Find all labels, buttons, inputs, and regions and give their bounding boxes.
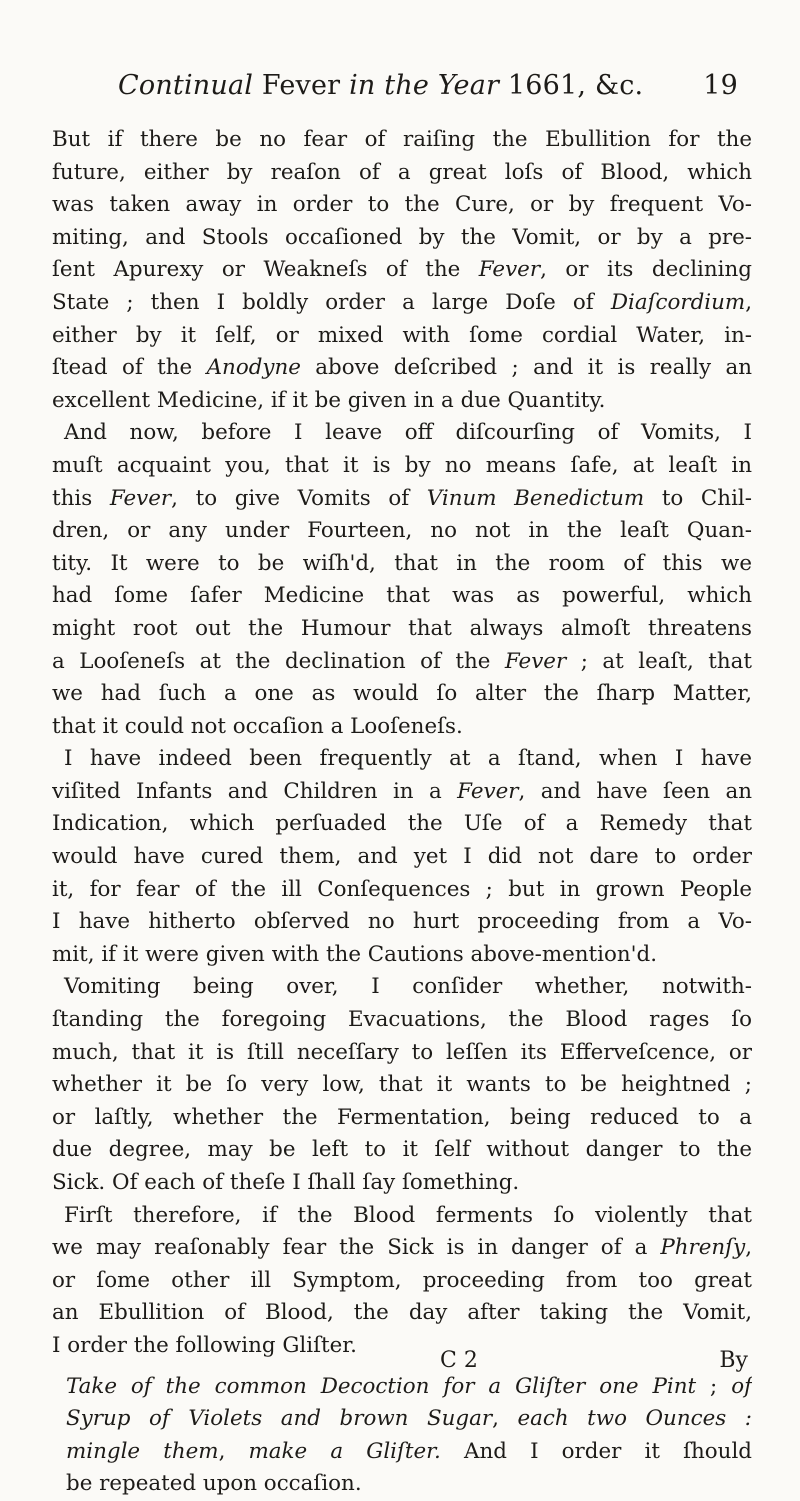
text-run: this — [52, 485, 110, 511]
catchword: By — [719, 1348, 748, 1373]
text-line — [66, 1468, 752, 1501]
text-line — [52, 124, 752, 157]
running-title-fever: Fever — [253, 70, 350, 101]
recipe-prescription — [52, 1371, 752, 1501]
text-run: I have indeed been frequently at a ſtand, when I have — [64, 746, 752, 772]
text-run: Firſt therefore, if the Blood ferments ſo violently that — [64, 1202, 752, 1228]
italic-text: Diaſcordium — [610, 289, 746, 315]
paragraph — [52, 743, 752, 971]
running-title-date: 1661, &c. — [499, 70, 644, 101]
text-run: Sick. Of each of theſe I ſhall ſay ſomething. — [52, 1170, 520, 1195]
text-line — [52, 1004, 752, 1037]
text-line — [52, 743, 752, 776]
text-run: dren, or any under Fourteen, no not in the leaſt Quan- — [52, 518, 752, 544]
italic-text: Fever — [504, 648, 567, 674]
signature-mark: C 2 — [440, 1348, 478, 1373]
running-header — [118, 70, 738, 101]
text-run: miting, and Stools occaſioned by the Vomit, or by a pre- — [52, 224, 752, 250]
text-run: would have cured them, and yet I did not dare to order — [52, 844, 752, 870]
text-line — [52, 1200, 752, 1233]
text-run: excellent Medicine, if it be given in a due Quantity. — [52, 387, 606, 413]
text-run: that it could not occaſion a Looſeneſs. — [52, 713, 463, 739]
text-run: State ; then I boldly order a large Doſe of — [52, 289, 611, 315]
text-line — [52, 222, 752, 255]
text-run: was taken away in order to the Cure, or by frequent Vo- — [52, 192, 752, 218]
text-run: ſtead of the — [52, 355, 207, 381]
text-line — [52, 841, 752, 874]
text-line — [52, 1037, 752, 1070]
text-line — [52, 1069, 752, 1102]
text-run: above deſcribed ; and it is really an — [300, 355, 752, 381]
text-run: either by it ſelf, or mixed with ſome cordial Water, in- — [52, 322, 752, 348]
text-run: , — [745, 1235, 752, 1261]
text-line — [52, 352, 752, 385]
text-run: due degree, may be left to it ſelf without danger to the — [52, 1137, 752, 1163]
text-run: ſent Apurexy or Weakneſs of the — [52, 257, 479, 283]
text-run: , and have ſeen an — [518, 778, 752, 804]
text-run: I have hitherto obſerved no hurt proceeding from a Vo- — [52, 909, 752, 935]
text-line — [52, 939, 752, 972]
text-run: ; — [696, 1373, 732, 1399]
text-run: , or its declining — [540, 257, 752, 283]
text-run: a Looſeneſs at the declination of the — [52, 648, 505, 674]
text-run: might root out the Humour that always almoſt threatens — [52, 615, 752, 641]
italic-text: Take of the common Decoction for a Gliſter one Pint — [66, 1373, 697, 1399]
text-run: much, that it is ſtill neceſſary to leſſen its Effervеſcence, or — [52, 1039, 752, 1065]
text-line — [52, 678, 752, 711]
text-run: But if there be no fear of raiſing the Ebullition for the — [52, 127, 752, 152]
italic-text: Fever — [478, 257, 541, 283]
paragraph — [52, 417, 752, 743]
text-line — [52, 189, 752, 222]
text-run: muſt acquaint you, that it is by no means ſafe, at leaſt in — [52, 452, 752, 478]
text-run: or laſtly, whether the Fermentation, being reduced to a — [52, 1104, 752, 1130]
text-run: mit, if it were given with the Cautions above-mention'd. — [52, 941, 658, 967]
italic-text: Phrenſy — [660, 1235, 746, 1261]
text-line — [52, 613, 752, 646]
running-title-year: in the Year — [349, 70, 500, 101]
italic-text: Vinum Benedictum — [426, 485, 645, 511]
text-run: we had ſuch a one as would ſo alter the ſharp Matter, — [52, 681, 752, 707]
text-run: Indication, which perſuaded the Uſe of a Remedy that — [52, 811, 752, 837]
text-line — [52, 874, 752, 907]
page-number: 19 — [703, 70, 738, 101]
text-line — [52, 808, 752, 841]
text-line — [52, 971, 752, 1004]
text-line — [52, 1102, 752, 1135]
paragraph — [52, 124, 752, 417]
text-run: it, for fear of the ill Conſequences ; but in grown People — [52, 876, 752, 902]
text-run: , to give Vomits of — [171, 485, 427, 511]
text-line — [66, 1403, 752, 1436]
text-line — [52, 417, 752, 450]
paragraphs — [52, 124, 752, 1363]
text-run: or ſome other ill Symptom, proceeding from too great — [52, 1267, 752, 1293]
text-line — [52, 580, 752, 613]
text-run: , — [745, 289, 752, 315]
text-run: future, either by reaſon of a great loſs of Blood, which — [52, 159, 752, 185]
italic-text: Fever — [109, 485, 172, 511]
text-line — [52, 548, 752, 581]
text-line — [52, 1134, 752, 1167]
page-footer — [52, 1348, 752, 1380]
italic-text: make a Gliſter. — [248, 1438, 441, 1464]
text-line — [52, 1297, 752, 1330]
text-run: ; at leaſt, that — [566, 648, 752, 674]
text-line — [52, 157, 752, 190]
text-line — [52, 711, 752, 744]
text-run: whether it be ſo very low, that it wants to be heightned ; — [52, 1072, 752, 1098]
text-line — [52, 450, 752, 483]
text-line — [52, 254, 752, 287]
text-run: ſtanding the foregoing Evacuations, the Blood rages ſo — [52, 1007, 752, 1033]
italic-text: each two Ounces : — [517, 1406, 752, 1432]
text-run: I order the following Gliſter. — [52, 1332, 357, 1358]
text-line — [52, 320, 752, 353]
text-run: viſited Infants and Children in a — [52, 778, 458, 804]
text-run: Vomiting being over, I conſider whether, notwith- — [64, 974, 752, 1000]
text-line — [52, 1167, 752, 1200]
body-text — [52, 124, 752, 1501]
paragraph — [52, 971, 752, 1199]
text-run: to Chil- — [644, 485, 752, 511]
text-line — [52, 1265, 752, 1298]
text-run: And I order it ſhould — [440, 1438, 752, 1464]
text-run: And now, before I leave off diſcourſing of Vomits, I — [64, 420, 752, 446]
text-line — [52, 385, 752, 418]
text-line — [52, 776, 752, 809]
text-run: tity. It were to be wiſh'd, that in the room of this we — [52, 550, 752, 576]
text-run: , — [492, 1406, 518, 1432]
text-run: we may reaſonably fear the Sick is in danger of a — [52, 1235, 661, 1261]
text-line — [52, 515, 752, 548]
running-title-continual: Continual — [118, 70, 254, 101]
text-line — [52, 1232, 752, 1265]
text-line — [52, 287, 752, 320]
italic-text: mingle them — [66, 1438, 219, 1464]
italic-text: Syrup of Violets and brown Sugar — [66, 1406, 493, 1432]
text-line — [52, 906, 752, 939]
text-run: had ſome ſafer Medicine that was as powerful, which — [52, 583, 752, 609]
text-run: be repeated upon occaſion. — [66, 1471, 362, 1497]
text-line — [52, 646, 752, 679]
text-line — [66, 1436, 752, 1469]
italic-text: Anodyne — [206, 355, 301, 381]
italic-text: Fever — [457, 778, 519, 804]
paragraph — [52, 1200, 752, 1363]
text-run: , — [218, 1438, 249, 1464]
text-run: an Ebullition of Blood, the day after taking the Vomit, — [52, 1300, 752, 1326]
text-line — [52, 483, 752, 516]
italic-text: of — [731, 1373, 752, 1399]
